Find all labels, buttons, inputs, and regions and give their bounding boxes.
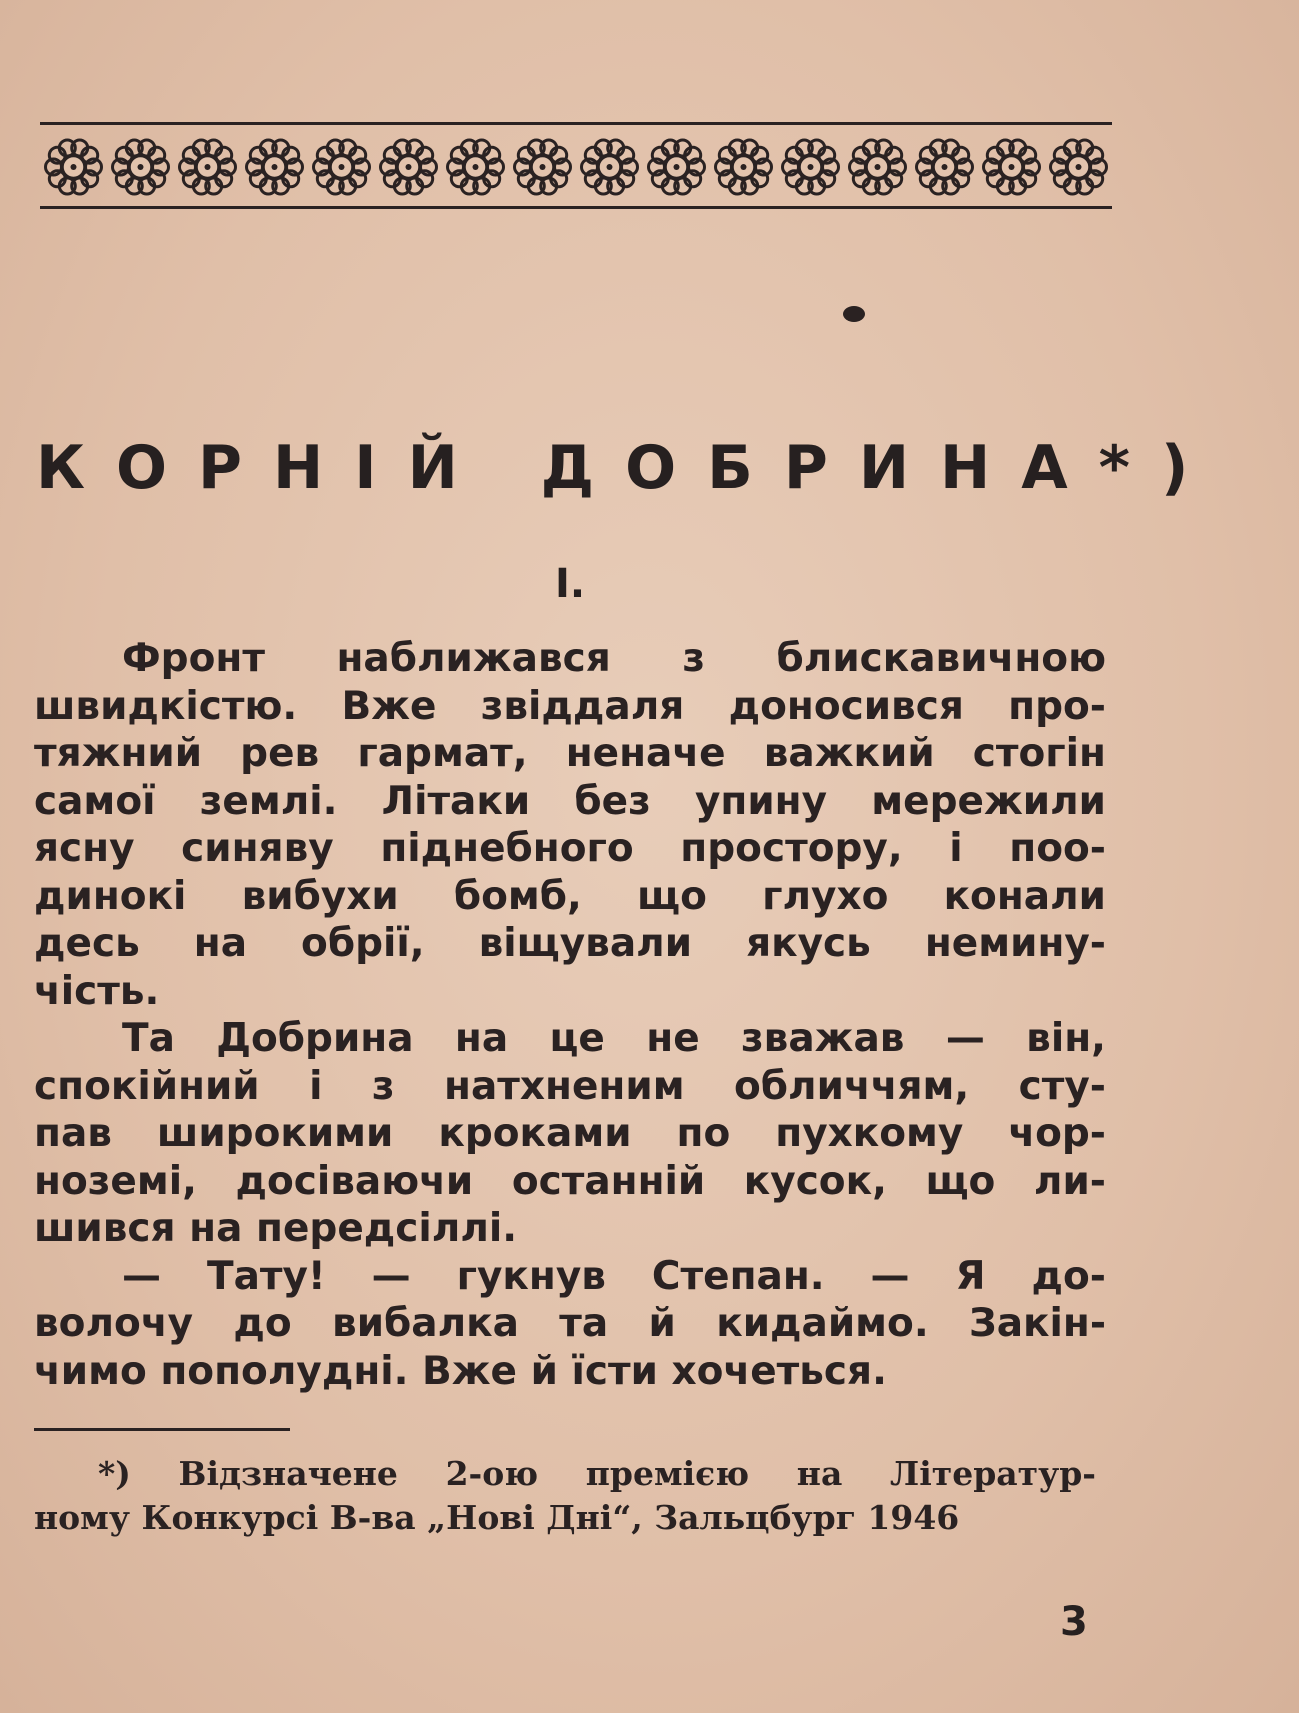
flower-icon: [917, 140, 973, 194]
flower-icon: [448, 140, 504, 194]
text-line: самої землі. Літаки без упину мережили: [34, 778, 1106, 824]
text-line: Та Добрина на це не зважав — він,: [122, 1016, 1106, 1061]
story-text: [34, 635, 1106, 1395]
flower-icon: [314, 140, 370, 194]
flower-icon: [716, 140, 772, 194]
text-line: ясну синяву піднебного простору, і поо-: [34, 826, 1106, 871]
footnote-line: ному Конкурсі В-ва „Нові Дні“, Зальцбург 1946: [34, 1498, 960, 1537]
flower-icon: [783, 140, 839, 194]
text-line: чість.: [34, 968, 160, 1014]
footnote: [34, 1452, 1096, 1540]
header-rule-top: [40, 122, 1112, 125]
flower-icon: [247, 140, 303, 194]
flower-icon: [381, 140, 437, 194]
text-line: динокі вибухи бомб, що глухо конали: [34, 873, 1106, 919]
text-line: Фронт наближався з блискавичною: [122, 636, 1106, 681]
chapter-number: I.: [554, 561, 586, 607]
text-line: ноземі, досіваючи останній кусок, що ли-: [34, 1158, 1106, 1204]
text-line: спокійний і з натхненим обличчям, сту-: [34, 1063, 1106, 1109]
flower-icon: [1051, 140, 1107, 194]
flower-icon: [515, 140, 571, 194]
floral-ornament-border: [40, 130, 1112, 204]
text-line: шився на передсіллі.: [34, 1206, 518, 1251]
flower-icon: [649, 140, 705, 194]
footnote-rule: [34, 1428, 290, 1431]
text-line: тяжний рев гармат, неначе важкий стогін: [34, 731, 1106, 776]
flower-icon: [850, 140, 906, 194]
header-rule-bottom: [40, 206, 1112, 209]
page-number: 3: [1060, 1599, 1088, 1645]
flower-icon: [582, 140, 638, 194]
text-line: — Тату! — гукнув Степан. — Я до-: [122, 1253, 1106, 1299]
text-line: чимо пополудні. Вже й їсти хочеться.: [34, 1348, 887, 1394]
footnote-line: *) Відзначене 2-ою премією на Літератур-: [98, 1454, 1096, 1493]
text-line: десь на обрії, віщували якусь немину-: [34, 921, 1106, 966]
flower-icon: [46, 140, 102, 194]
text-line: швидкістю. Вже звіддаля доносився про-: [34, 683, 1106, 729]
flower-icon: [180, 140, 236, 194]
flower-icon: [113, 140, 169, 194]
story-title: КОРНІЙ ДОБРИНА*): [36, 433, 1220, 503]
flower-icon: [984, 140, 1040, 194]
ink-spot: [843, 306, 865, 322]
text-line: волочу до вибалка та й кидаймо. Закін-: [34, 1301, 1106, 1346]
text-line: пав широкими кроками по пухкому чор-: [34, 1111, 1106, 1156]
